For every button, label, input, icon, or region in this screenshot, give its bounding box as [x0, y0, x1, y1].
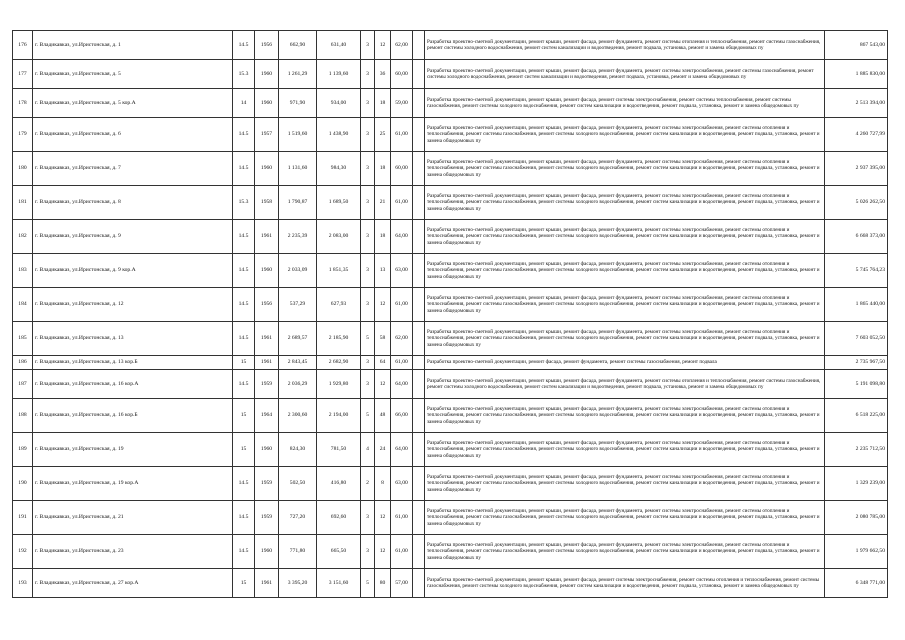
- total-area-cell: 1 261,29: [279, 60, 317, 89]
- wear-cell: 66,00: [391, 399, 413, 433]
- total-area-cell: 2 300,60: [279, 399, 317, 433]
- table-row: [13, 31, 888, 60]
- living-area-cell: 1 851,35: [317, 254, 361, 288]
- wear-cell: 63,00: [391, 254, 413, 288]
- address-cell: г. Владикавказ, ул.Иристонская, д. 21: [33, 501, 233, 535]
- spacer-cell: [413, 322, 425, 356]
- apartments-cell: 24: [375, 433, 391, 467]
- apartments-cell: 12: [375, 288, 391, 322]
- cost-cell: 2 937 395,00: [825, 152, 888, 186]
- living-area-cell: 2 194,00: [317, 399, 361, 433]
- spacer-cell: [413, 60, 425, 89]
- living-area-cell: 1 689,50: [317, 186, 361, 220]
- floors-cell: 14.5: [233, 152, 255, 186]
- living-area-cell: 781,50: [317, 433, 361, 467]
- year-cell: 1958: [255, 186, 279, 220]
- works-cell: Разработка проектно-сметной документации, ремонт крыши, ремонт фасада, ремонт фундамента, ремонт системы электроснабжения, ремонт системы отопления и теплоснабжения, ремонт системы газоснабжения, ремонт системы холодного водоснабжения, ремонт систем канализации и водоотведения, ремонт подвала, установка, ремонт и замена общедомовых пу: [425, 535, 825, 569]
- row-number: 182: [13, 220, 33, 254]
- year-cell: 1960: [255, 60, 279, 89]
- spacer-cell: [413, 370, 425, 399]
- spacer-cell: [413, 288, 425, 322]
- entrances-cell: 5: [361, 322, 375, 356]
- row-number: 178: [13, 89, 33, 118]
- table-row: [13, 186, 888, 220]
- works-cell: Разработка проектно-сметной документации, ремонт крыши, ремонт фасада, ремонт фундамента, ремонт системы электроснабжения, ремонт системы отопления и теплоснабжения, ремонт системы газоснабжения, ремонт системы холодного водоснабжения, ремонт систем канализации и водоотведения, ремонт подвала, установка, ремонт и замена общедомовых пу: [425, 152, 825, 186]
- apartments-cell: 12: [375, 31, 391, 60]
- address-cell: г. Владикавказ, ул.Иристонская, д. 12: [33, 288, 233, 322]
- cost-cell: 5 745 764,23: [825, 254, 888, 288]
- address-cell: г. Владикавказ, ул.Иристонская, д. 19 кор.А: [33, 467, 233, 501]
- total-area-cell: 1 519,60: [279, 118, 317, 152]
- spacer-cell: [413, 118, 425, 152]
- table-row: [13, 535, 888, 569]
- total-area-cell: 662,90: [279, 31, 317, 60]
- works-cell: Разработка проектно-сметной документации, ремонт крыши, ремонт фасада, ремонт системы электроснабжения, ремонт системы теплоснабжения, ремонт системы газоснабжения, ремонт системы холодного водоснабжения, ремонт систем канализации и водоотведения, ремонт подвала, установка, ремонт и замена общедомовых пу: [425, 89, 825, 118]
- wear-cell: 63,00: [391, 467, 413, 501]
- address-cell: г. Владикавказ, ул.Иристонская, д. 13 кор.Б: [33, 356, 233, 370]
- address-cell: г. Владикавказ, ул.Иристонская, д. 23: [33, 535, 233, 569]
- spacer-cell: [413, 569, 425, 598]
- entrances-cell: 2: [361, 467, 375, 501]
- year-cell: 1960: [255, 89, 279, 118]
- apartments-cell: 12: [375, 501, 391, 535]
- entrances-cell: 3: [361, 186, 375, 220]
- floors-cell: 14.5: [233, 288, 255, 322]
- wear-cell: 60,00: [391, 60, 413, 89]
- table-row: [13, 288, 888, 322]
- address-cell: г. Владикавказ, ул.Иристонская, д. 16 кор.А: [33, 370, 233, 399]
- entrances-cell: 3: [361, 288, 375, 322]
- spacer-cell: [413, 31, 425, 60]
- year-cell: 1959: [255, 501, 279, 535]
- row-number: 190: [13, 467, 33, 501]
- floors-cell: 15: [233, 356, 255, 370]
- spacer-cell: [413, 501, 425, 535]
- works-cell: Разработка проектно-сметной документации, ремонт крыши, ремонт фасада, ремонт фундамента, ремонт системы электроснабжения, ремонт системы газоснабжения, ремонт системы холодного водоснабжения, ремонт систем канализации и водоотведения, ремонт подвала, установка, ремонт и замена общедомовых пу: [425, 60, 825, 89]
- entrances-cell: 3: [361, 501, 375, 535]
- year-cell: 1960: [255, 433, 279, 467]
- year-cell: 1959: [255, 467, 279, 501]
- entrances-cell: 3: [361, 370, 375, 399]
- works-cell: Разработка проектно-сметной документации, ремонт крыши, ремонт фасада, ремонт фундамента, ремонт системы электроснабжения, ремонт системы отопления и теплоснабжения, ремонт системы газоснабжения, ремонт системы холодного водоснабжения, ремонт систем канализации и водоотведения, ремонт подвала, установка, ремонт и замена общедомовых пу: [425, 186, 825, 220]
- table-row: [13, 60, 888, 89]
- year-cell: 1961: [255, 220, 279, 254]
- works-cell: Разработка проектно-сметной документации, ремонт крыши, ремонт фасада, ремонт фундамента, ремонт системы электроснабжения, ремонт системы отопления и теплоснабжения, ремонт системы газоснабжения, ремонт системы холодного водоснабжения, ремонт систем канализации и водоотведения, ремонт подвала, установка, ремонт и замена общедомовых пу: [425, 501, 825, 535]
- total-area-cell: 1 131,60: [279, 152, 317, 186]
- living-area-cell: 2 083,00: [317, 220, 361, 254]
- row-number: 186: [13, 356, 33, 370]
- total-area-cell: 2 033,09: [279, 254, 317, 288]
- floors-cell: 15: [233, 399, 255, 433]
- year-cell: 1960: [255, 535, 279, 569]
- floors-cell: 14.5: [233, 467, 255, 501]
- table-row: [13, 152, 888, 186]
- cost-cell: 2 513 394,00: [825, 89, 888, 118]
- entrances-cell: 5: [361, 399, 375, 433]
- entrances-cell: 3: [361, 89, 375, 118]
- wear-cell: 62,00: [391, 31, 413, 60]
- wear-cell: 57,00: [391, 569, 413, 598]
- apartments-cell: 12: [375, 370, 391, 399]
- cost-cell: 6 348 771,00: [825, 569, 888, 598]
- apartments-cell: 18: [375, 220, 391, 254]
- living-area-cell: 1 139,60: [317, 60, 361, 89]
- table-row: [13, 220, 888, 254]
- floors-cell: 14.5: [233, 535, 255, 569]
- spacer-cell: [413, 399, 425, 433]
- address-cell: г. Владикавказ, ул.Иристонская, д. 7: [33, 152, 233, 186]
- cost-cell: 2 235 712,50: [825, 433, 888, 467]
- entrances-cell: 3: [361, 220, 375, 254]
- works-cell: Разработка проектно-сметной документации, ремонт крыши, ремонт фасада, ремонт фундамента, ремонт системы электроснабжения, ремонт системы отопления и теплоснабжения, ремонт системы газоснабжения, ремонт системы холодного водоснабжения, ремонт систем канализации и водоотведения, ремонт подвала, установка, ремонт и замена общедомовых пу: [425, 399, 825, 433]
- table-row: [13, 370, 888, 399]
- row-number: 191: [13, 501, 33, 535]
- cost-cell: 4 260 727,99: [825, 118, 888, 152]
- floors-cell: 15: [233, 569, 255, 598]
- spacer-cell: [413, 467, 425, 501]
- works-cell: Разработка проектно-сметной документации, ремонт крыши, ремонт фасада, ремонт фундамента, ремонт системы электроснабжения, ремонт системы отопления и теплоснабжения, ремонт системы газоснабжения, ремонт системы холодного водоснабжения, ремонт систем канализации и водоотведения, ремонт подвала, установка, ремонт и замена общедомовых пу: [425, 288, 825, 322]
- row-number: 187: [13, 370, 33, 399]
- row-number: 184: [13, 288, 33, 322]
- spacer-cell: [413, 89, 425, 118]
- row-number: 180: [13, 152, 33, 186]
- entrances-cell: 3: [361, 60, 375, 89]
- total-area-cell: 2 036,29: [279, 370, 317, 399]
- entrances-cell: 3: [361, 254, 375, 288]
- cost-cell: 1 979 662,50: [825, 535, 888, 569]
- total-area-cell: 771,80: [279, 535, 317, 569]
- year-cell: 1961: [255, 356, 279, 370]
- cost-cell: 1 885 830,00: [825, 60, 888, 89]
- works-cell: Разработка проектно-сметной документации, ремонт крыши, ремонт фасада, ремонт фундамента, ремонт системы электроснабжения, ремонт системы отопления и теплоснабжения, ремонт системы газоснабжения, ремонт системы холодного водоснабжения, ремонт систем канализации и водоотведения, ремонт подвала, установка, ремонт и замена общедомовых пу: [425, 118, 825, 152]
- wear-cell: 61,00: [391, 186, 413, 220]
- works-cell: Разработка проектно-сметной документации, ремонт крыши, ремонт фасада, ремонт фундамента, ремонт системы электроснабжения, ремонт системы отопления и теплоснабжения, ремонт системы газоснабжения, ремонт системы холодного водоснабжения, ремонт систем канализации и водоотведения, ремонт подвала, установка, ремонт и замена общедомовых пу: [425, 467, 825, 501]
- address-cell: г. Владикавказ, ул.Иристонская, д. 8: [33, 186, 233, 220]
- row-number: 176: [13, 31, 33, 60]
- year-cell: 1960: [255, 254, 279, 288]
- works-cell: Разработка проектно-сметной документации, ремонт крыши, ремонт фасада, ремонт фундамента, ремонт системы отопления и теплоснабжения, ремонт системы газоснабжения, ремонт системы холодного водоснабжения, ремонт систем канализации и водоотведения, ремонт подвала, установка, ремонт и замена общедомовых пу: [425, 31, 825, 60]
- cost-cell: 2 080 785,00: [825, 501, 888, 535]
- year-cell: 1959: [255, 370, 279, 399]
- address-cell: г. Владикавказ, ул.Иристонская, д. 5 кор.А: [33, 89, 233, 118]
- table-row: [13, 322, 888, 356]
- floors-cell: 14.5: [233, 254, 255, 288]
- wear-cell: 64,00: [391, 220, 413, 254]
- row-number: 177: [13, 60, 33, 89]
- apartments-cell: 8: [375, 467, 391, 501]
- row-number: 193: [13, 569, 33, 598]
- apartments-cell: 18: [375, 89, 391, 118]
- spacer-cell: [413, 254, 425, 288]
- floors-cell: 15.3: [233, 60, 255, 89]
- wear-cell: 61,00: [391, 501, 413, 535]
- living-area-cell: 665,50: [317, 535, 361, 569]
- apartments-cell: 48: [375, 399, 391, 433]
- entrances-cell: 3: [361, 118, 375, 152]
- table-row: [13, 467, 888, 501]
- row-number: 189: [13, 433, 33, 467]
- apartments-cell: 64: [375, 356, 391, 370]
- table-row: [13, 254, 888, 288]
- address-cell: г. Владикавказ, ул.Иристонская, д. 9 кор.А: [33, 254, 233, 288]
- spacer-cell: [413, 535, 425, 569]
- living-area-cell: 416,80: [317, 467, 361, 501]
- floors-cell: 15: [233, 433, 255, 467]
- apartments-cell: 36: [375, 60, 391, 89]
- apartments-cell: 58: [375, 322, 391, 356]
- apartments-cell: 25: [375, 118, 391, 152]
- wear-cell: 59,00: [391, 89, 413, 118]
- row-number: 183: [13, 254, 33, 288]
- floors-cell: 14.5: [233, 501, 255, 535]
- entrances-cell: 5: [361, 569, 375, 598]
- year-cell: 1961: [255, 322, 279, 356]
- apartments-cell: 13: [375, 254, 391, 288]
- table-row: [13, 433, 888, 467]
- address-cell: г. Владикавказ, ул.Иристонская, д. 9: [33, 220, 233, 254]
- works-cell: Разработка проектно-сметной документации, ремонт крыши, ремонт фасада, ремонт фундамента, ремонт системы электроснабжения, ремонт системы отопления и теплоснабжения, ремонт системы газоснабжения, ремонт системы холодного водоснабжения, ремонт систем канализации и водоотведения, ремонт подвала, установка, ремонт и замена общедомовых пу: [425, 322, 825, 356]
- floors-cell: 14.5: [233, 322, 255, 356]
- spacer-cell: [413, 152, 425, 186]
- floors-cell: 14.5: [233, 370, 255, 399]
- works-cell: Разработка проектно-сметной документации, ремонт крыши, ремонт фасада, ремонт фундамента, ремонт системы отопления и теплоснабжения, ремонт системы газоснабжения, ремонт системы холодного водоснабжения, ремонт систем канализации и водоотведения, ремонт подвала, установка, ремонт и замена общедомовых пу: [425, 370, 825, 399]
- row-number: 179: [13, 118, 33, 152]
- floors-cell: 15.3: [233, 186, 255, 220]
- address-cell: г. Владикавказ, ул.Иристонская, д. 27 кор.А: [33, 569, 233, 598]
- wear-cell: 60,00: [391, 152, 413, 186]
- living-area-cell: 2 682,90: [317, 356, 361, 370]
- address-cell: г. Владикавказ, ул.Иристонская, д. 1: [33, 31, 233, 60]
- total-area-cell: 2 843,45: [279, 356, 317, 370]
- cost-cell: 1 329 239,00: [825, 467, 888, 501]
- table-body: [13, 31, 888, 598]
- floors-cell: 14.5: [233, 31, 255, 60]
- year-cell: 1956: [255, 288, 279, 322]
- total-area-cell: 3 395,20: [279, 569, 317, 598]
- wear-cell: 64,00: [391, 433, 413, 467]
- wear-cell: 61,00: [391, 288, 413, 322]
- cost-cell: 6 518 225,00: [825, 399, 888, 433]
- table-row: [13, 356, 888, 370]
- spacer-cell: [413, 220, 425, 254]
- entrances-cell: 3: [361, 356, 375, 370]
- cost-cell: 7 603 052,50: [825, 322, 888, 356]
- wear-cell: 61,00: [391, 535, 413, 569]
- year-cell: 1957: [255, 118, 279, 152]
- address-cell: г. Владикавказ, ул.Иристонская, д. 6: [33, 118, 233, 152]
- cost-cell: 867 543,00: [825, 31, 888, 60]
- cost-cell: 5 026 262,50: [825, 186, 888, 220]
- works-cell: Разработка проектно-сметной документации, ремонт фасада, ремонт фундамента, ремонт системы газоснабжения, ремонт подвала: [425, 356, 825, 370]
- living-area-cell: 627,93: [317, 288, 361, 322]
- living-area-cell: 984,30: [317, 152, 361, 186]
- address-cell: г. Владикавказ, ул.Иристонская, д. 13: [33, 322, 233, 356]
- living-area-cell: 3 151,60: [317, 569, 361, 598]
- table-row: [13, 399, 888, 433]
- works-cell: Разработка проектно-сметной документации, ремонт крыши, ремонт фасада, ремонт системы электроснабжения, ремонт системы отопления и теплоснабжения, ремонт системы газоснабжения, ремонт системы холодного водоснабжения, ремонт систем канализации и водоотведения, ремонт подвала, установка, ремонт и замена общедомовых пу: [425, 569, 825, 598]
- spacer-cell: [413, 433, 425, 467]
- total-area-cell: 2 689,57: [279, 322, 317, 356]
- entrances-cell: 4: [361, 433, 375, 467]
- works-cell: Разработка проектно-сметной документации, ремонт крыши, ремонт фасада, ремонт фундамента, ремонт системы электроснабжения, ремонт системы отопления и теплоснабжения, ремонт системы газоснабжения, ремонт системы холодного водоснабжения, ремонт систем канализации и водоотведения, ремонт подвала, установка, ремонт и замена общедомовых пу: [425, 254, 825, 288]
- year-cell: 1960: [255, 152, 279, 186]
- year-cell: 1964: [255, 399, 279, 433]
- total-area-cell: 502,50: [279, 467, 317, 501]
- cost-cell: 5 191 098,80: [825, 370, 888, 399]
- row-number: 192: [13, 535, 33, 569]
- table-row: [13, 501, 888, 535]
- living-area-cell: 934,00: [317, 89, 361, 118]
- total-area-cell: 824,30: [279, 433, 317, 467]
- apartments-cell: 21: [375, 186, 391, 220]
- address-cell: г. Владикавказ, ул.Иристонская, д. 16 кор.Б: [33, 399, 233, 433]
- wear-cell: 61,00: [391, 118, 413, 152]
- living-area-cell: 1 438,90: [317, 118, 361, 152]
- wear-cell: 62,00: [391, 322, 413, 356]
- apartments-cell: 80: [375, 569, 391, 598]
- spacer-cell: [413, 186, 425, 220]
- works-cell: Разработка проектно-сметной документации, ремонт крыши, ремонт фасада, ремонт фундамента, ремонт системы электроснабжения, ремонт системы отопления и теплоснабжения, ремонт системы газоснабжения, ремонт системы холодного водоснабжения, ремонт систем канализации и водоотведения, ремонт подвала, установка, ремонт и замена общедомовых пу: [425, 433, 825, 467]
- total-area-cell: 727,20: [279, 501, 317, 535]
- apartments-cell: 18: [375, 152, 391, 186]
- year-cell: 1956: [255, 31, 279, 60]
- wear-cell: 61,00: [391, 356, 413, 370]
- works-cell: Разработка проектно-сметной документации, ремонт крыши, ремонт фасада, ремонт фундамента, ремонт системы электроснабжения, ремонт системы отопления и теплоснабжения, ремонт системы газоснабжения, ремонт системы холодного водоснабжения, ремонт систем канализации и водоотведения, ремонт подвала, установка, ремонт и замена общедомовых пу: [425, 220, 825, 254]
- row-number: 185: [13, 322, 33, 356]
- floors-cell: 14.5: [233, 118, 255, 152]
- total-area-cell: 1 790,87: [279, 186, 317, 220]
- total-area-cell: 2 235,39: [279, 220, 317, 254]
- table-row: [13, 569, 888, 598]
- total-area-cell: 971,90: [279, 89, 317, 118]
- living-area-cell: 631,40: [317, 31, 361, 60]
- total-area-cell: 537,29: [279, 288, 317, 322]
- wear-cell: 64,00: [391, 370, 413, 399]
- entrances-cell: 3: [361, 152, 375, 186]
- table-row: [13, 89, 888, 118]
- spacer-cell: [413, 356, 425, 370]
- table-row: [13, 118, 888, 152]
- cost-cell: 1 865 440,00: [825, 288, 888, 322]
- entrances-cell: 3: [361, 535, 375, 569]
- row-number: 188: [13, 399, 33, 433]
- year-cell: 1961: [255, 569, 279, 598]
- floors-cell: 14: [233, 89, 255, 118]
- cost-cell: 6 668 373,00: [825, 220, 888, 254]
- living-area-cell: 692,60: [317, 501, 361, 535]
- entrances-cell: 3: [361, 31, 375, 60]
- living-area-cell: 2 185,90: [317, 322, 361, 356]
- address-cell: г. Владикавказ, ул.Иристонская, д. 19: [33, 433, 233, 467]
- floors-cell: 14.5: [233, 220, 255, 254]
- apartments-cell: 12: [375, 535, 391, 569]
- capital-repair-table: [12, 30, 888, 598]
- address-cell: г. Владикавказ, ул.Иристонская, д. 5: [33, 60, 233, 89]
- living-area-cell: 1 929,80: [317, 370, 361, 399]
- row-number: 181: [13, 186, 33, 220]
- cost-cell: 2 735 967,50: [825, 356, 888, 370]
